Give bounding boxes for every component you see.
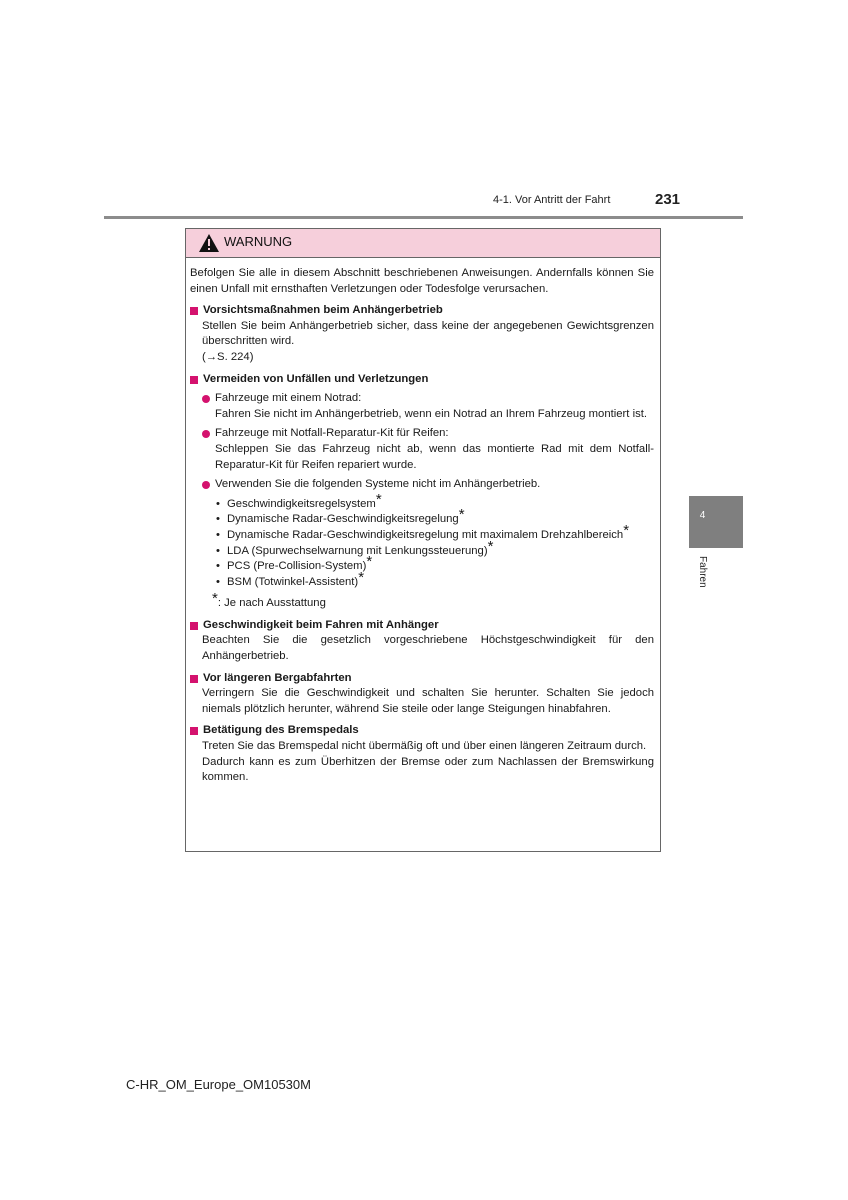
- chapter-label: Fahren: [697, 556, 708, 588]
- list-item: • LDA (Spurwechselwarnung mit Lenkungssteuerung)*: [190, 544, 654, 560]
- circle-item-text: Schleppen Sie das Fahrzeug nicht ab, wenn das montierte Rad mit dem Notfall-Reparatur-Kit für Reifen repariert wurde.: [215, 442, 654, 471]
- header-rule: [104, 216, 743, 219]
- circle-item-text: Fahren Sie nicht im Anhängerbetrieb, wenn ein Notrad an Ihrem Fahrzeug montiert ist.: [215, 407, 648, 420]
- list-item: • Dynamische Radar-Geschwindigkeitsregelung*: [190, 512, 654, 528]
- warning-triangle-icon: [198, 233, 220, 253]
- section-heading: Vermeiden von Unfällen und Verletzungen: [190, 372, 654, 388]
- warning-header: [186, 229, 660, 258]
- circle-item: Verwenden Sie die folgenden Systeme nicht im Anhängerbetrieb.: [190, 477, 654, 493]
- warning-body: [186, 258, 660, 786]
- section-text: Stellen Sie beim Anhängerbetrieb sicher, dass keine der angegebenen Gewichtsgrenzen überschritten wird.: [202, 319, 654, 348]
- page-number: 231: [655, 191, 681, 208]
- warning-title: WARNUNG: [224, 234, 293, 249]
- section-heading: Vorsichtsmaßnahmen beim Anhängerbetrieb: [190, 303, 654, 319]
- footer-document-code: C-HR_OM_Europe_OM10530M: [126, 1077, 311, 1092]
- section-text: Beachten Sie die gesetzlich vorgeschriebene Höchstgeschwindigkeit für den Anhängerbetrieb.: [202, 634, 654, 663]
- warning-intro: Befolgen Sie alle in diesem Abschnitt beschriebenen Anweisungen. Andernfalls können Sie einen Unfall mit ernsthaften Verletzungen oder Todesfolge verursachen.: [190, 267, 654, 295]
- section-text: Dadurch kann es zum Überhitzen der Bremse oder zum Nachlassen der Bremswirkung kommen.: [202, 755, 654, 784]
- section-text: Verringern Sie die Geschwindigkeit und schalten Sie herunter. Schalten Sie jedoch niemals plötzlich herunter, während Sie steile oder lange Steigungen hinabfahren.: [202, 687, 654, 715]
- section-text: Treten Sie das Bremspedal nicht übermäßig oft und über einen längeren Zeitraum durch.: [202, 740, 647, 753]
- list-item: • Geschwindigkeitsregelsystem*: [190, 497, 654, 513]
- circle-item: Fahrzeuge mit Notfall-Reparatur-Kit für Reifen:: [190, 426, 654, 442]
- warning-box: [185, 228, 661, 852]
- list-item: • Dynamische Radar-Geschwindigkeitsregelung mit maximalem Drehzahlbereich*: [190, 528, 654, 544]
- header-section-title: 4-1. Vor Antritt der Fahrt: [493, 194, 611, 206]
- section-heading: Vor längeren Bergabfahrten: [190, 671, 654, 687]
- list-item: • PCS (Pre-Collision-System)*: [190, 559, 654, 575]
- chapter-number: 4: [699, 510, 706, 521]
- section-heading: Betätigung des Bremspedals: [190, 723, 654, 739]
- chapter-tab: [689, 496, 743, 548]
- section-heading: Geschwindigkeit beim Fahren mit Anhänger: [190, 618, 654, 634]
- footnote: *: Je nach Ausstattung: [212, 590, 326, 610]
- page-reference: (→S. 224): [202, 350, 254, 363]
- list-item: • BSM (Totwinkel-Assistent)*: [190, 575, 654, 591]
- system-list: [190, 490, 654, 591]
- circle-item: Fahrzeuge mit einem Notrad:: [190, 391, 654, 407]
